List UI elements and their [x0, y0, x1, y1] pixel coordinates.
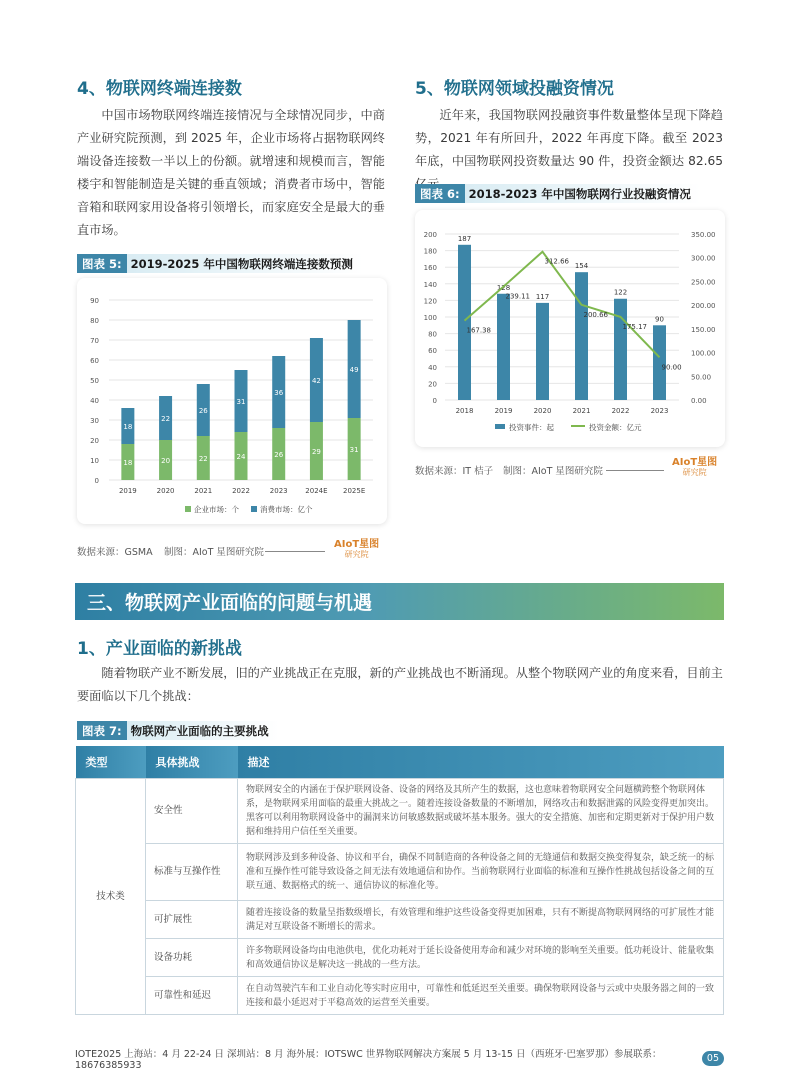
- line-value-label: 312.66: [544, 257, 569, 266]
- challenge-cell: 标准与互操作性: [146, 844, 238, 901]
- table-header-row: [76, 746, 724, 779]
- y-tick-label: 40: [90, 397, 99, 405]
- footer: [75, 1047, 724, 1069]
- figure-6-source: 数据来源：IT 桔子: [415, 466, 494, 477]
- logo-sub: 研究院: [682, 468, 707, 477]
- line-value-label: 239.11: [505, 292, 530, 301]
- bar-value-label: 31: [349, 446, 359, 454]
- description-cell: 在自动驾驶汽车和工业自动化等实时应用中，可靠性和低延迟至关重要。确保物联网设备与云或中央服务器之间的一致连接和最小延迟对于平稳高效的运营至关重要。: [238, 977, 724, 1015]
- footer-text: IOTE2025 上海站：4 月 22-24 日 深圳站：8 月 海外展：IOTSWC 世界物联网解决方案展 5 月 13-15 日（西班牙·巴塞罗那）参展联系：18676385933: [75, 1048, 662, 1071]
- logo-aiot-1: [334, 540, 379, 560]
- x-tick-label: 2021: [572, 407, 591, 415]
- section-5-paragraph: 近年来，我国物联网投融资事件数量整体呈现下降趋势，2021 年有所回升，2022 年再度下降。截至 2023 年底，中国物联网投资数量达 90 件，投资金额达 82.65: [415, 108, 723, 168]
- y-tick-label: 20: [90, 437, 99, 445]
- bar-value-label: 18: [123, 459, 133, 467]
- bar-value-label: 29: [311, 448, 321, 456]
- line-value-label: 200.66: [583, 310, 608, 319]
- table-row: [76, 977, 724, 1015]
- figure-6-label: [415, 184, 701, 203]
- line-value-label: 167.38: [466, 326, 491, 335]
- table-row: [76, 939, 724, 977]
- figure-7-title: 物联网产业面临的主要挑战: [127, 721, 279, 740]
- y-tick-label: 80: [90, 317, 99, 325]
- y-right-tick-label: 0.00: [691, 397, 707, 405]
- bar-value-label: 31: [236, 398, 246, 406]
- bar-value-label: 128: [496, 283, 511, 292]
- x-tick-label: 2023: [650, 407, 669, 415]
- bar-value-label: 24: [236, 453, 246, 461]
- bar-value-label: 26: [274, 451, 284, 459]
- figure-5-divider: [265, 551, 325, 552]
- logo-brand: AIoT星图: [672, 457, 718, 468]
- y-left-tick-label: 180: [423, 247, 437, 256]
- y-left-tick-label: 200: [423, 231, 437, 239]
- y-right-tick-label: 350.00: [691, 231, 716, 239]
- figure-5-tag: 图表 5:: [77, 254, 127, 273]
- y-right-tick-label: 50.00: [691, 373, 712, 382]
- y-left-tick-label: 0: [432, 397, 437, 405]
- bar-value-label: 117: [535, 292, 550, 301]
- bar-value-label: 49: [349, 366, 359, 374]
- y-right-tick-label: 200.00: [691, 302, 716, 311]
- bar-value-label: 22: [198, 455, 208, 463]
- bar-value-label: 90: [655, 315, 664, 324]
- x-tick-label: 2019: [118, 487, 137, 495]
- chart-5-card: [77, 278, 387, 524]
- description-cell: 随着连接设备的数量呈指数级增长，有效管理和维护这些设备变得更加困难，只有不断提高物联网网络的可扩展性才能满足对互联设备不断增长的需求。: [238, 901, 724, 939]
- figure-6-tag: 图表 6:: [415, 184, 465, 203]
- table-row: [76, 779, 724, 844]
- y-tick-label: 70: [90, 337, 99, 345]
- challenges-paragraph: 随着物联产业不断发展，旧的产业挑战正在克服，新的产业挑战也不断涌现。从整个物联网产业的角度来看，目前主要面临以下几个挑战：: [77, 666, 723, 703]
- chart-6-svg: [415, 210, 725, 447]
- figure-7-tag: 图表 7:: [77, 721, 127, 740]
- y-tick-label: 10: [90, 457, 99, 465]
- y-right-tick-label: 300.00: [691, 254, 716, 263]
- bar: [536, 303, 549, 400]
- challenges-heading: 1、产业面临的新挑战: [77, 639, 242, 659]
- bar: [497, 294, 510, 400]
- chart-6-card: [415, 210, 725, 447]
- bar: [614, 299, 627, 400]
- y-left-tick-label: 80: [428, 330, 437, 339]
- y-left-tick-label: 160: [423, 264, 437, 273]
- logo-aiot-2: [672, 458, 717, 478]
- figure-5-title: 2019-2025 年中国物联网终端连接数预测: [127, 254, 363, 273]
- y-tick-label: 0: [94, 477, 99, 485]
- legend-swatch: [251, 506, 257, 512]
- x-tick-label: 2021: [194, 487, 213, 495]
- x-tick-label: 2019: [494, 407, 513, 415]
- legend-label: 投资金额：亿元: [589, 423, 642, 432]
- x-tick-label: 2023: [269, 487, 288, 495]
- x-tick-label: 2022: [232, 487, 250, 495]
- y-tick-label: 50: [90, 377, 99, 385]
- logo-brand: AIoT星图: [334, 539, 380, 550]
- y-left-tick-label: 20: [428, 380, 437, 389]
- bar-value-label: 122: [613, 288, 628, 297]
- logo-sub: 研究院: [344, 550, 369, 559]
- bar: [458, 245, 471, 400]
- legend-swatch: [185, 506, 191, 512]
- bar-value-label: 36: [274, 389, 284, 397]
- header-type: 类型: [76, 746, 146, 779]
- y-left-tick-label: 120: [423, 297, 437, 306]
- section-4-paragraph: 中国市场物联网终端连接情况与全球情况同步，中商产业研究院预测，到 2025 年，企业市场将占据物联网终端设备连接数一半以上的份额。就增速和规模而言，智能楼宇和智能制造是关键的垂直领域；消费者市场中，智能音箱和联网家用设备将引领增长，而家庭安全是最大的垂直市场。: [77, 108, 385, 237]
- table-row: [76, 844, 724, 901]
- bar-value-label: 20: [161, 457, 171, 465]
- x-tick-label: 2020: [533, 407, 552, 415]
- y-right-tick-label: 100.00: [691, 349, 716, 358]
- bar-value-label: 26: [198, 407, 208, 415]
- legend-swatch: [495, 424, 505, 429]
- y-tick-label: 90: [90, 297, 99, 305]
- figure-6-maker: 制图：AIoT 星图研究院: [503, 466, 603, 477]
- chapter-banner: 三、物联网产业面临的问题与机遇: [75, 583, 724, 620]
- figure-7-label: [77, 721, 279, 740]
- figure-6-divider: [606, 470, 664, 471]
- y-left-tick-label: 100: [423, 314, 437, 322]
- table-row: [76, 901, 724, 939]
- y-right-tick-label: 150.00: [691, 325, 716, 334]
- challenge-cell: 可靠性和延迟: [146, 977, 238, 1015]
- challenges-table: [75, 746, 724, 1015]
- chart-5-svg: [77, 278, 387, 524]
- legend-label: 消费市场：亿个: [260, 505, 313, 514]
- figure-6-title: 2018-2023 年中国物联网行业投融资情况: [465, 184, 701, 203]
- y-tick-label: 60: [90, 357, 99, 365]
- bar-value-label: 18: [123, 423, 133, 431]
- bar-value-label: 22: [161, 415, 171, 423]
- challenge-cell: 安全性: [146, 779, 238, 844]
- challenge-cell: 设备功耗: [146, 939, 238, 977]
- x-tick-label: 2025E: [343, 487, 366, 495]
- figure-5-maker: 制图：AIoT 星图研究院: [164, 547, 264, 558]
- bar-value-label: 154: [574, 262, 589, 271]
- x-tick-label: 2024E: [305, 487, 328, 495]
- section-5-heading: 5、物联网领域投融资情况: [415, 79, 614, 99]
- figure-5-label: [77, 254, 363, 273]
- y-left-tick-label: 60: [428, 347, 437, 356]
- x-tick-label: 2018: [455, 407, 474, 415]
- y-left-tick-label: 40: [428, 363, 437, 372]
- description-cell: 物联网涉及到多种设备、协议和平台，确保不同制造商的各种设备之间的无缝通信和数据交换变得复杂，缺乏统一的标准和互操作性可能导致设备之间无法有效地通信和协作。当前物联网行业面临的标准和互操作性挑战包括设备之间的互联互通、数据格式的统一、通信协议的标准化等。: [238, 844, 724, 901]
- figure-5-source: 数据来源：GSMA: [77, 547, 153, 558]
- x-tick-label: 2020: [156, 487, 175, 495]
- bar-value-label: 42: [311, 377, 321, 385]
- header-challenge: 具体挑战: [146, 746, 238, 779]
- y-left-tick-label: 140: [423, 280, 437, 289]
- line-value-label: 90.00: [661, 363, 682, 372]
- bar: [575, 272, 588, 400]
- bar-value-label: 187: [457, 234, 472, 243]
- section-4-heading: 4、物联网终端连接数: [77, 79, 242, 99]
- header-description: 描述: [238, 746, 724, 779]
- description-cell: 许多物联网设备均由电池供电，优化功耗对于延长设备使用寿命和减少对环境的影响至关重要。低功耗设计、能量收集和高效通信协议是解决这一挑战的一些方法。: [238, 939, 724, 977]
- description-cell: 物联网安全的内涵在于保护联网设备、设备的网络及其所产生的数据，这也意味着物联网安全问题横跨整个物联网体系，是物联网采用面临的最重大挑战之一。随着连接设备数量的不断增加，网络攻击和数据泄露的风险变得更加突出。黑客可以利用物联网设备中的漏洞来访问敏感数据或破坏基本服务。强大的安全措施、加密和定期更新对于保护用户数据和维持用户信任至关重要。: [238, 779, 724, 844]
- y-right-tick-label: 250.00: [691, 278, 716, 287]
- x-tick-label: 2022: [611, 407, 630, 415]
- page-number: 05: [702, 1051, 724, 1066]
- y-tick-label: 30: [90, 417, 99, 425]
- legend-label: 企业市场：个: [194, 505, 239, 514]
- challenge-cell: 可扩展性: [146, 901, 238, 939]
- line-value-label: 175.17: [622, 322, 647, 331]
- category-cell: 技术类: [76, 779, 146, 1015]
- legend-label: 投资事件：起: [509, 423, 554, 432]
